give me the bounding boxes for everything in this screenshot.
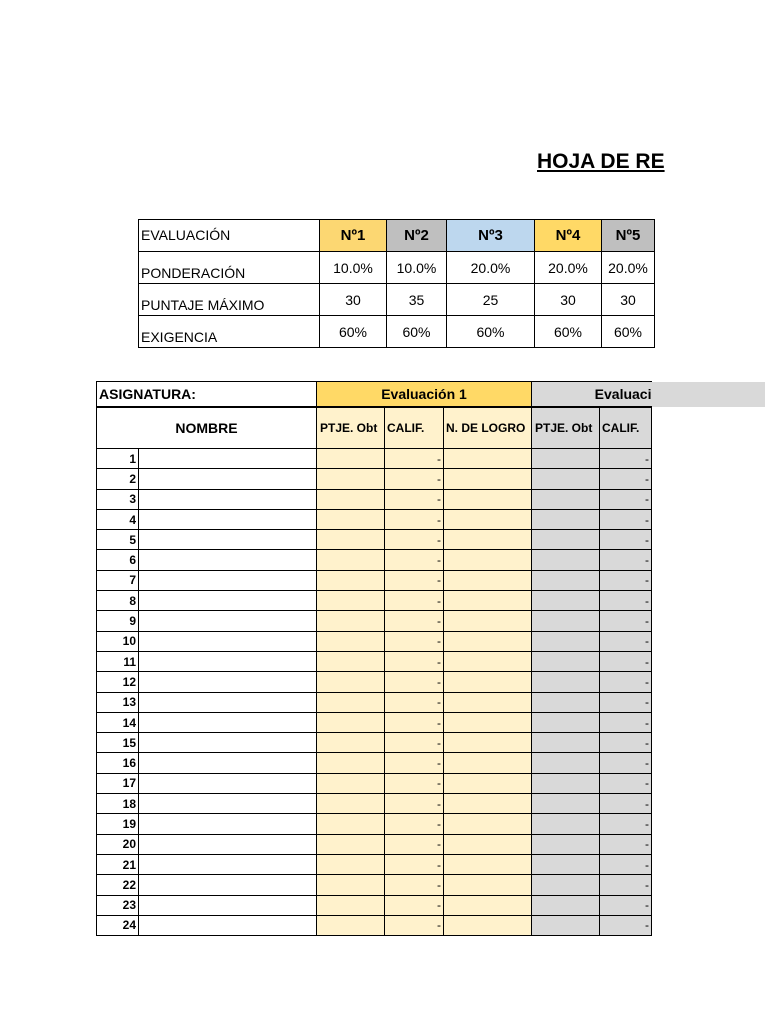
ptje-obt-cell[interactable] bbox=[317, 915, 385, 935]
ptje-obt-cell[interactable] bbox=[317, 895, 385, 915]
row-overflow-cell bbox=[652, 915, 765, 935]
calif-cell: - bbox=[385, 530, 444, 550]
calif-cell: - bbox=[385, 591, 444, 611]
calif-2-cell: - bbox=[600, 854, 652, 874]
ptje-obt-2-cell[interactable] bbox=[532, 672, 600, 692]
row-overflow-cell bbox=[652, 550, 765, 570]
student-name-cell[interactable] bbox=[139, 753, 317, 773]
ptje-obt-2-cell[interactable] bbox=[532, 611, 600, 631]
ptje-obt-2-cell[interactable] bbox=[532, 591, 600, 611]
row-overflow-cell bbox=[652, 631, 765, 651]
grades-subheader-row bbox=[97, 407, 765, 449]
nivel-logro-cell bbox=[444, 733, 532, 753]
calif-2-cell: - bbox=[600, 753, 652, 773]
ptje-obt-cell[interactable] bbox=[317, 530, 385, 550]
student-row bbox=[97, 672, 765, 692]
row-number: 13 bbox=[97, 692, 139, 712]
row-number: 23 bbox=[97, 895, 139, 915]
summary-cell[interactable]: 20.0% bbox=[602, 252, 655, 284]
nivel-logro-cell bbox=[444, 631, 532, 651]
ptje-obt-cell[interactable] bbox=[317, 449, 385, 469]
nombre-header[interactable]: NOMBRE bbox=[97, 407, 317, 449]
row-overflow-cell bbox=[652, 469, 765, 489]
student-name-cell[interactable] bbox=[139, 509, 317, 529]
student-name-cell[interactable] bbox=[139, 469, 317, 489]
row-number: 4 bbox=[97, 509, 139, 529]
row-overflow-cell bbox=[652, 611, 765, 631]
ptje-obt-cell[interactable] bbox=[317, 753, 385, 773]
summary-cell[interactable]: 30 bbox=[320, 284, 387, 316]
grades-table bbox=[96, 381, 765, 936]
calif-2-cell: - bbox=[600, 469, 652, 489]
student-row bbox=[97, 712, 765, 732]
calif-2-cell: - bbox=[600, 773, 652, 793]
summary-cell[interactable]: 35 bbox=[387, 284, 447, 316]
student-row bbox=[97, 814, 765, 834]
nivel-logro-cell bbox=[444, 854, 532, 874]
calif-2-cell: - bbox=[600, 509, 652, 529]
ptje-obt-2-cell[interactable] bbox=[532, 530, 600, 550]
ptje-obt-2-cell[interactable] bbox=[532, 854, 600, 874]
ptje-obt-cell[interactable] bbox=[317, 733, 385, 753]
ptje-obt-2-cell[interactable] bbox=[532, 550, 600, 570]
row-number: 6 bbox=[97, 550, 139, 570]
row-number: 19 bbox=[97, 814, 139, 834]
row-overflow-cell bbox=[652, 449, 765, 469]
student-row bbox=[97, 550, 765, 570]
calif-cell: - bbox=[385, 692, 444, 712]
summary-label[interactable]: PONDERACIÓN bbox=[139, 252, 320, 284]
calif-2-cell: - bbox=[600, 611, 652, 631]
ptje-obt-2-cell[interactable] bbox=[532, 834, 600, 854]
student-name-cell[interactable] bbox=[139, 854, 317, 874]
page-title: HOJA DE RE bbox=[537, 150, 665, 173]
calif-cell: - bbox=[385, 794, 444, 814]
summary-label[interactable]: EVALUACIÓN bbox=[139, 220, 320, 252]
ptje-obt-cell[interactable] bbox=[317, 509, 385, 529]
student-name-cell[interactable] bbox=[139, 449, 317, 469]
student-name-cell[interactable] bbox=[139, 773, 317, 793]
nivel-logro-cell bbox=[444, 509, 532, 529]
ptje-obt-cell[interactable] bbox=[317, 570, 385, 590]
student-name-cell[interactable] bbox=[139, 530, 317, 550]
nivel-logro-cell bbox=[444, 814, 532, 834]
row-overflow-cell bbox=[652, 712, 765, 732]
ptje-obt-2-cell[interactable] bbox=[532, 915, 600, 935]
row-number: 9 bbox=[97, 611, 139, 631]
row-overflow-cell bbox=[652, 814, 765, 834]
nivel-logro-cell bbox=[444, 489, 532, 509]
ptje-obt-cell[interactable] bbox=[317, 814, 385, 834]
row-overflow-cell bbox=[652, 773, 765, 793]
row-overflow-cell bbox=[652, 753, 765, 773]
calif-cell: - bbox=[385, 834, 444, 854]
nivel-logro-cell bbox=[444, 712, 532, 732]
row-number: 22 bbox=[97, 875, 139, 895]
nivel-logro-cell bbox=[444, 611, 532, 631]
row-number: 16 bbox=[97, 753, 139, 773]
row-number: 21 bbox=[97, 854, 139, 874]
calif-2-cell: - bbox=[600, 712, 652, 732]
calif-2-cell: - bbox=[600, 570, 652, 590]
summary-cell[interactable]: Nº1 bbox=[320, 220, 387, 252]
calif-cell: - bbox=[385, 895, 444, 915]
ptje-obt-cell[interactable] bbox=[317, 875, 385, 895]
student-name-cell[interactable] bbox=[139, 712, 317, 732]
summary-label[interactable]: PUNTAJE MÁXIMO bbox=[139, 284, 320, 316]
calif-cell: - bbox=[385, 753, 444, 773]
calif-2-cell: - bbox=[600, 550, 652, 570]
calif-cell: - bbox=[385, 773, 444, 793]
row-overflow-cell bbox=[652, 692, 765, 712]
calif-cell: - bbox=[385, 611, 444, 631]
student-row bbox=[97, 692, 765, 712]
student-row bbox=[97, 875, 765, 895]
summary-cell[interactable]: Nº5 bbox=[602, 220, 655, 252]
ptje-obt-2-cell[interactable] bbox=[532, 692, 600, 712]
ptje-obt-cell[interactable] bbox=[317, 469, 385, 489]
student-row bbox=[97, 591, 765, 611]
calif-2-cell: - bbox=[600, 591, 652, 611]
nivel-logro-cell bbox=[444, 875, 532, 895]
row-overflow-cell bbox=[652, 591, 765, 611]
ptje-obt-cell[interactable] bbox=[317, 672, 385, 692]
row-overflow-cell bbox=[652, 875, 765, 895]
ptje-obt-cell[interactable] bbox=[317, 794, 385, 814]
row-overflow-cell bbox=[652, 530, 765, 550]
calif-2-cell: - bbox=[600, 489, 652, 509]
student-name-cell[interactable] bbox=[139, 814, 317, 834]
row-overflow-cell bbox=[652, 651, 765, 671]
nivel-logro-cell bbox=[444, 530, 532, 550]
ptje-obt-2-cell[interactable] bbox=[532, 753, 600, 773]
nivel-logro-cell bbox=[444, 449, 532, 469]
ptje-obt-cell[interactable] bbox=[317, 591, 385, 611]
student-row bbox=[97, 733, 765, 753]
row-overflow-cell bbox=[652, 895, 765, 915]
student-name-cell[interactable] bbox=[139, 672, 317, 692]
ptje-obt-cell[interactable] bbox=[317, 773, 385, 793]
student-name-cell[interactable] bbox=[139, 692, 317, 712]
ptje-obt-2-cell[interactable] bbox=[532, 712, 600, 732]
summary-cell[interactable]: Nº3 bbox=[447, 220, 535, 252]
evaluacion-2-header[interactable]: Evaluaci bbox=[532, 382, 652, 408]
student-row bbox=[97, 530, 765, 550]
row-number: 24 bbox=[97, 915, 139, 935]
nivel-logro-cell bbox=[444, 895, 532, 915]
ptje-obt-2-cell[interactable] bbox=[532, 570, 600, 590]
nivel-logro-cell bbox=[444, 692, 532, 712]
ptje-obt-2-cell[interactable] bbox=[532, 733, 600, 753]
student-name-cell[interactable] bbox=[139, 591, 317, 611]
summary-cell[interactable]: Nº2 bbox=[387, 220, 447, 252]
nivel-logro-cell bbox=[444, 591, 532, 611]
student-name-cell[interactable] bbox=[139, 834, 317, 854]
calif-2-cell: - bbox=[600, 814, 652, 834]
calif-cell: - bbox=[385, 854, 444, 874]
summary-cell[interactable]: 20.0% bbox=[535, 252, 602, 284]
nivel-logro-cell bbox=[444, 794, 532, 814]
subheader-overflow-cell bbox=[652, 407, 765, 449]
row-overflow-cell bbox=[652, 509, 765, 529]
ptje-obt-2-cell[interactable] bbox=[532, 469, 600, 489]
summary-row-evaluacion bbox=[139, 220, 655, 252]
row-number: 11 bbox=[97, 651, 139, 671]
ptje-obt-2-cell[interactable] bbox=[532, 794, 600, 814]
nivel-logro-cell bbox=[444, 753, 532, 773]
row-number: 5 bbox=[97, 530, 139, 550]
student-name-cell[interactable] bbox=[139, 651, 317, 671]
ptje-obt-2-cell[interactable] bbox=[532, 773, 600, 793]
student-name-cell[interactable] bbox=[139, 895, 317, 915]
ptje-obt-cell[interactable] bbox=[317, 834, 385, 854]
row-number: 18 bbox=[97, 794, 139, 814]
student-row bbox=[97, 651, 765, 671]
student-row bbox=[97, 854, 765, 874]
ptje-obt-2-header[interactable]: PTJE. Obt bbox=[532, 407, 600, 449]
nivel-logro-cell bbox=[444, 469, 532, 489]
student-name-cell[interactable] bbox=[139, 570, 317, 590]
summary-cell[interactable]: 30 bbox=[535, 284, 602, 316]
row-number: 8 bbox=[97, 591, 139, 611]
row-number: 3 bbox=[97, 489, 139, 509]
row-number: 1 bbox=[97, 449, 139, 469]
student-name-cell[interactable] bbox=[139, 550, 317, 570]
grades-header-row bbox=[97, 382, 765, 408]
grades-body bbox=[97, 449, 765, 936]
ptje-obt-2-cell[interactable] bbox=[532, 631, 600, 651]
student-row bbox=[97, 794, 765, 814]
summary-row-puntaje bbox=[139, 284, 655, 316]
row-overflow-cell bbox=[652, 570, 765, 590]
summary-cell[interactable]: 60% bbox=[320, 316, 387, 348]
ptje-obt-cell[interactable] bbox=[317, 692, 385, 712]
nivel-logro-cell bbox=[444, 672, 532, 692]
calif-2-cell: - bbox=[600, 733, 652, 753]
ptje-obt-cell[interactable] bbox=[317, 651, 385, 671]
row-number: 2 bbox=[97, 469, 139, 489]
calif-cell: - bbox=[385, 631, 444, 651]
calif-cell: - bbox=[385, 570, 444, 590]
calif-2-cell: - bbox=[600, 915, 652, 935]
calif-cell: - bbox=[385, 449, 444, 469]
student-name-cell[interactable] bbox=[139, 631, 317, 651]
ptje-obt-2-cell[interactable] bbox=[532, 651, 600, 671]
calif-2-cell: - bbox=[600, 692, 652, 712]
calif-cell: - bbox=[385, 814, 444, 834]
calif-header[interactable]: CALIF. bbox=[385, 407, 444, 449]
summary-label[interactable]: EXIGENCIA bbox=[139, 316, 320, 348]
student-row bbox=[97, 753, 765, 773]
calif-cell: - bbox=[385, 915, 444, 935]
calif-2-cell: - bbox=[600, 672, 652, 692]
summary-table bbox=[138, 219, 655, 348]
row-number: 10 bbox=[97, 631, 139, 651]
header-overflow-cell bbox=[652, 382, 765, 408]
calif-2-cell: - bbox=[600, 651, 652, 671]
row-number: 12 bbox=[97, 672, 139, 692]
ptje-obt-2-cell[interactable] bbox=[532, 509, 600, 529]
row-number: 7 bbox=[97, 570, 139, 590]
calif-2-cell: - bbox=[600, 794, 652, 814]
calif-cell: - bbox=[385, 733, 444, 753]
student-row bbox=[97, 773, 765, 793]
student-row bbox=[97, 449, 765, 469]
row-overflow-cell bbox=[652, 834, 765, 854]
ptje-obt-cell[interactable] bbox=[317, 854, 385, 874]
asignatura-label[interactable]: ASIGNATURA: bbox=[97, 382, 317, 408]
row-overflow-cell bbox=[652, 733, 765, 753]
nivel-logro-cell bbox=[444, 773, 532, 793]
calif-2-cell: - bbox=[600, 449, 652, 469]
evaluacion-1-header[interactable]: Evaluación 1 bbox=[317, 382, 532, 408]
calif-cell: - bbox=[385, 875, 444, 895]
calif-2-cell: - bbox=[600, 895, 652, 915]
ptje-obt-cell[interactable] bbox=[317, 712, 385, 732]
summary-row-ponderacion bbox=[139, 252, 655, 284]
ptje-obt-cell[interactable] bbox=[317, 631, 385, 651]
row-number: 20 bbox=[97, 834, 139, 854]
calif-cell: - bbox=[385, 672, 444, 692]
calif-cell: - bbox=[385, 509, 444, 529]
student-row bbox=[97, 509, 765, 529]
summary-cell[interactable]: 60% bbox=[535, 316, 602, 348]
ptje-obt-2-cell[interactable] bbox=[532, 449, 600, 469]
summary-cell[interactable]: 60% bbox=[602, 316, 655, 348]
nivel-logro-cell bbox=[444, 550, 532, 570]
nivel-logro-cell bbox=[444, 570, 532, 590]
ptje-obt-cell[interactable] bbox=[317, 550, 385, 570]
calif-cell: - bbox=[385, 489, 444, 509]
ptje-obt-2-cell[interactable] bbox=[532, 814, 600, 834]
student-name-cell[interactable] bbox=[139, 794, 317, 814]
student-row bbox=[97, 570, 765, 590]
row-number: 15 bbox=[97, 733, 139, 753]
nivel-logro-cell bbox=[444, 834, 532, 854]
nivel-logro-cell bbox=[444, 915, 532, 935]
row-overflow-cell bbox=[652, 489, 765, 509]
row-number: 14 bbox=[97, 712, 139, 732]
ptje-obt-2-cell[interactable] bbox=[532, 489, 600, 509]
summary-cell[interactable]: 30 bbox=[602, 284, 655, 316]
nivel-logro-header[interactable]: N. DE LOGRO bbox=[444, 407, 532, 449]
summary-cell[interactable]: Nº4 bbox=[535, 220, 602, 252]
student-row bbox=[97, 611, 765, 631]
student-row bbox=[97, 834, 765, 854]
row-overflow-cell bbox=[652, 672, 765, 692]
calif-cell: - bbox=[385, 712, 444, 732]
ptje-obt-2-cell[interactable] bbox=[532, 875, 600, 895]
row-overflow-cell bbox=[652, 854, 765, 874]
row-number: 17 bbox=[97, 773, 139, 793]
student-row bbox=[97, 915, 765, 935]
summary-cell[interactable]: 60% bbox=[387, 316, 447, 348]
summary-cell[interactable]: 60% bbox=[447, 316, 535, 348]
summary-row-exigencia bbox=[139, 316, 655, 348]
student-row bbox=[97, 489, 765, 509]
ptje-obt-cell[interactable] bbox=[317, 489, 385, 509]
ptje-obt-cell[interactable] bbox=[317, 611, 385, 631]
calif-2-cell: - bbox=[600, 631, 652, 651]
student-name-cell[interactable] bbox=[139, 733, 317, 753]
ptje-obt-header[interactable]: PTJE. Obt bbox=[317, 407, 385, 449]
student-name-cell[interactable] bbox=[139, 875, 317, 895]
student-row bbox=[97, 469, 765, 489]
student-row bbox=[97, 631, 765, 651]
ptje-obt-2-cell[interactable] bbox=[532, 895, 600, 915]
calif-2-header[interactable]: CALIF. bbox=[600, 407, 652, 449]
student-name-cell[interactable] bbox=[139, 915, 317, 935]
calif-cell: - bbox=[385, 651, 444, 671]
nivel-logro-cell bbox=[444, 651, 532, 671]
student-row bbox=[97, 895, 765, 915]
calif-2-cell: - bbox=[600, 834, 652, 854]
calif-2-cell: - bbox=[600, 530, 652, 550]
student-name-cell[interactable] bbox=[139, 611, 317, 631]
summary-cell[interactable]: 10.0% bbox=[320, 252, 387, 284]
row-overflow-cell bbox=[652, 794, 765, 814]
summary-cell[interactable]: 10.0% bbox=[387, 252, 447, 284]
student-name-cell[interactable] bbox=[139, 489, 317, 509]
calif-2-cell: - bbox=[600, 875, 652, 895]
summary-cell[interactable]: 25 bbox=[447, 284, 535, 316]
summary-cell[interactable]: 20.0% bbox=[447, 252, 535, 284]
calif-cell: - bbox=[385, 550, 444, 570]
calif-cell: - bbox=[385, 469, 444, 489]
